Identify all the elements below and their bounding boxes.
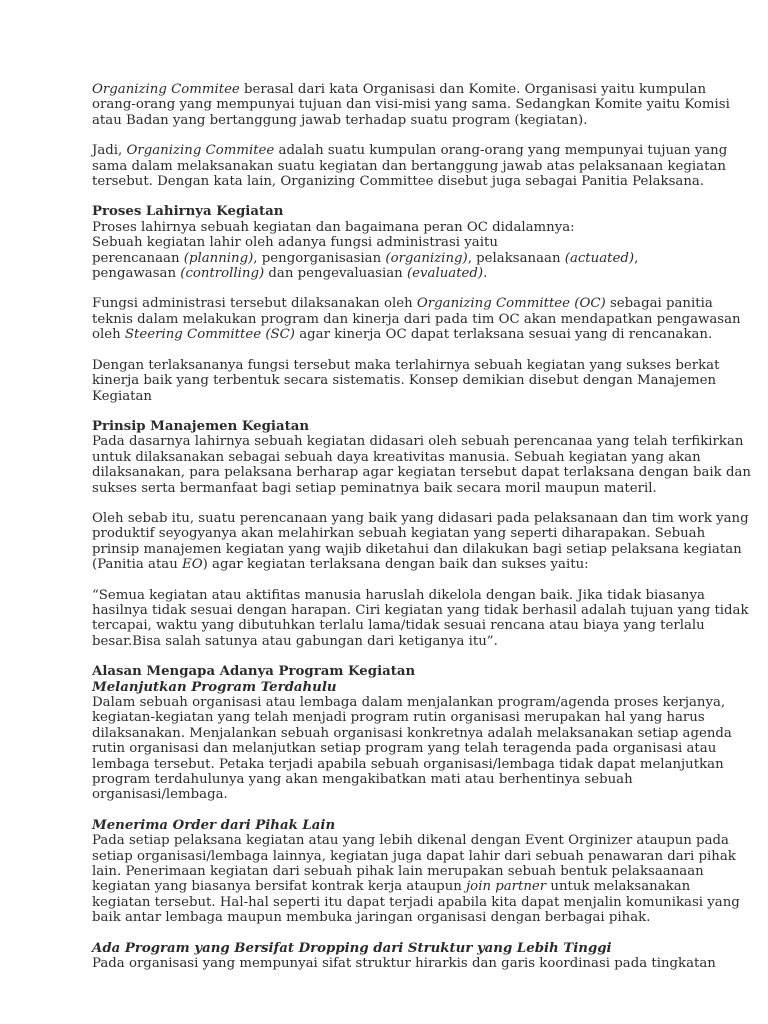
text-run: rutin organisasi dan melanjutkan setiap program yang telah teragenda pada organisasi atau [92,741,717,757]
text-line [92,725,732,741]
paragraph-manajemen-kegiatan [92,357,720,404]
text-line [92,434,744,450]
text-run: tersebut. Dengan kata lain, Organizing Committee disebut juga sebagai Panitia Pelaksana. [92,174,705,190]
text-run: Dalam sebuah organisasi atau lembaga dalam menjalankan program/agenda proses kerjanya, [92,695,726,710]
paragraph-oleh-sebab-itu [92,510,749,573]
text-line [92,357,720,373]
text-line [92,602,749,618]
text-line [92,481,694,496]
paragraph-quote [92,587,749,650]
text-run: adalah suatu kumpulan orang-orang yang mempunyai tujuan yang [274,143,728,159]
text-line [92,956,716,972]
text-line [92,143,728,159]
text-line [92,510,749,526]
italic-term: (planning) [183,250,254,266]
text-line [92,618,705,634]
text-run: , [634,250,639,266]
text-run: , pengorganisasian [253,250,386,266]
text-line [92,465,751,481]
italic-term: (actuated) [564,250,635,266]
paragraph-dropping [92,956,716,972]
text-run: atau Badan yang bertanggung jawab terhadap suatu program (kegiatan). [92,112,588,128]
text-run: untuk melaksanakan [546,879,691,895]
italic-term: Organizing Commitee [92,82,240,97]
text-run: orang-orang yang mempunyai tujuan dan visi-misi yang sama. Sedangkan Komite yaitu Komisi [92,97,730,113]
text-run: produktif seyogyanya akan melahirkan sebuah kegiatan yang seperti diharapakan. Sebuah [92,526,706,542]
text-run: dan pengevaluasian [264,266,407,282]
text-run: sebagai panitia [605,296,713,312]
text-run: ) agar kegiatan terlaksana dengan baik dan sukses yaitu: [202,557,589,573]
text-line [92,710,705,726]
text-line [92,174,705,190]
text-line [92,541,742,557]
paragraph-jadi [92,143,728,190]
text-run: Kegiatan [92,388,152,404]
text-run: lembaga tersebut. Petaka terjadi apabila sebuah organisasi/lembaga tidak dapat melanjutkan [92,756,724,772]
italic-term: (organizing) [385,250,468,266]
paragraph-dasarnya [92,434,751,496]
text-run: sukses serta bermanfaat bagi setiap peminatnya baik secara moril maupun materil. [92,480,657,496]
text-run: (Panitia atau [92,557,183,573]
subheading-dropping: Ada Program yang Bersifat Dropping dari Struktur yang Lebih Tinggi [92,940,612,956]
text-line [92,449,701,465]
text-run: Dengan terlaksananya fungsi tersebut maka terlahirnya sebuah kegiatan yang sukses berkat [92,357,720,373]
text-run: Pada setiap pelaksana kegiatan atau yang lebih dikenal dengan Event Orginizer ataupun pada [92,833,729,849]
text-run: besar.Bisa salah satunya atau gabungan dari ketiganya itu”. [92,633,498,649]
italic-term: Steering Committee (SC) [124,327,295,343]
text-run: Pada dasarnya lahirnya sebuah kegiatan didasari oleh sebuah perencanaa yang telah terfikirkan [92,434,744,450]
subheading-menerima-order: Menerima Order dari Pihak Lain [92,817,336,833]
text-line [92,389,694,404]
italic-term: Organizing Committee (OC) [416,296,606,312]
text-line [92,787,694,802]
text-line [92,97,730,113]
italic-term: EO [182,557,203,573]
italic-term: Organizing Commitee [126,143,275,159]
text-run: oleh [92,327,125,343]
text-line [92,220,694,235]
text-line [92,266,694,281]
text-line [92,251,694,266]
text-run: untuk dilaksanakan sebagai sebuah daya kreativitas manusia. Sebuah kegiatan yang akan [92,449,701,465]
text-line [92,864,704,880]
paragraph-proses [92,220,694,282]
text-run: organisasi/lembaga. [92,787,228,803]
text-run: prinsip manajemen kegiatan yang wajib diketahui dan dilakukan bagi setiap pelaksana kegiatan [92,541,742,557]
text-run: Sebuah kegiatan lahir oleh adanya fungsi administrasi yaitu [92,235,498,251]
text-line [92,113,694,128]
text-run: setiap organisasi/lembaga lainnya, kegiatan juga dapat lahir dari sebuah penawaran dari pihak [92,848,736,864]
text-run: Fungsi administrasi tersebut dilaksanakan oleh [92,296,417,312]
text-run: sama dalam melaksanakan suatu kegiatan dan bertanggung jawab atas pelaksanaan kegiatan [92,158,726,174]
text-run: baik antar lembaga maupun membuka jaringan organisasi dengan berbagai pihak. [92,910,651,926]
subheading-melanjutkan-program: Melanjutkan Program Terdahulu [92,679,337,695]
text-run: Oleh sebab itu, suatu perencanaan yang baik yang didasari pada pelaksanaan dan tim work yang [92,510,749,526]
paragraph-fungsi-administrasi [92,296,741,343]
text-run: perencanaan [92,250,184,266]
text-line [92,741,717,757]
text-run: berasal dari kata Organisasi dan Komite. Organisasi yaitu kumpulan [239,82,707,97]
text-run: tercapai, waktu yang dibutuhkan terlalu lama/tidak sesuai rencana atau biaya yang terlalu [92,618,705,634]
text-run: kinerja baik yang terbentuk secara sistematis. Konsep demikian disebut dengan Manajemen [92,373,717,389]
text-run: kegiatan yang biasanya bersifat kontrak kerja ataupun [92,879,467,895]
text-run: Jadi, [92,143,127,159]
text-run: pengawasan [92,266,181,282]
text-line [92,296,713,312]
italic-term: (evaluated) [406,266,484,282]
italic-term: (controlling) [180,266,265,282]
text-run: dilaksanakan, para pelaksana berharap agar kegiatan tersebut dapat terlaksana dengan baik dan [92,465,751,481]
text-run: . [483,266,488,282]
text-run: Proses lahirnya sebuah kegiatan dan bagaimana peran OC didalamnya: [92,219,575,235]
text-line [92,756,724,772]
text-run: kegiatan-kegiatan yang telah menjadi program rutin organisasi merupakan hal yang harus [92,710,705,726]
text-run: “Semua kegiatan atau aktifitas manusia haruslah dikelola dengan baik. Jika tidak biasanya [92,587,705,603]
paragraph-melanjutkan [92,695,732,803]
heading-prinsip-manajemen: Prinsip Manajemen Kegiatan [92,418,310,434]
text-line [92,82,707,97]
text-run: agar kinerja OC dapat terlaksana sesuai yang di rencanakan. [294,327,713,343]
text-line [92,311,741,327]
text-line [92,634,694,649]
text-run: kegiatan tersebut. Hal-hal seperti itu dapat terjadi apabila kita dapat menjalin komunikasi yang [92,894,740,910]
text-run: teknis dalam melakukan program dan kinerja dari pada tim OC akan mendapatkan pengawasan [92,311,741,327]
text-line [92,158,726,174]
text-run: Pada organisasi yang mempunyai sifat struktur hirarkis dan garis koordinasi pada tingkatan [92,956,716,972]
text-line [92,235,694,250]
text-line [92,373,717,389]
text-line [92,772,694,787]
text-line [92,526,706,542]
text-line [92,848,736,864]
paragraph-menerima [92,833,740,926]
text-line [92,833,729,849]
text-line [92,894,740,910]
text-line [92,879,694,894]
text-line [92,327,713,343]
heading-alasan-program: Alasan Mengapa Adanya Program Kegiatan [92,664,416,680]
text-run: dilaksanakan. Menjalankan sebuah organisasi konkretnya adalah melaksanakan setiap agenda [92,725,732,741]
text-line [92,557,694,572]
paragraph-definition-oc [92,82,730,128]
text-run: program terdahulunya yang akan mengakibatkan mati atau berhentinya sebuah [92,772,633,788]
text-run: hasilnya tidak sesuai dengan harapan. Ciri kegiatan yang tidak berhasil adalah tujuan yang tidak [92,602,749,618]
heading-proses-lahirnya-kegiatan: Proses Lahirnya Kegiatan [92,204,284,220]
text-line [92,910,694,925]
italic-term: join partner [466,879,547,895]
text-run: lain. Penerimaan kegiatan dari sebuah pihak lain merupakan sebuah bentuk pelaksaanaan [92,864,704,880]
text-run: , pelaksanaan [467,250,565,266]
text-line [92,587,705,603]
text-line [92,695,726,710]
